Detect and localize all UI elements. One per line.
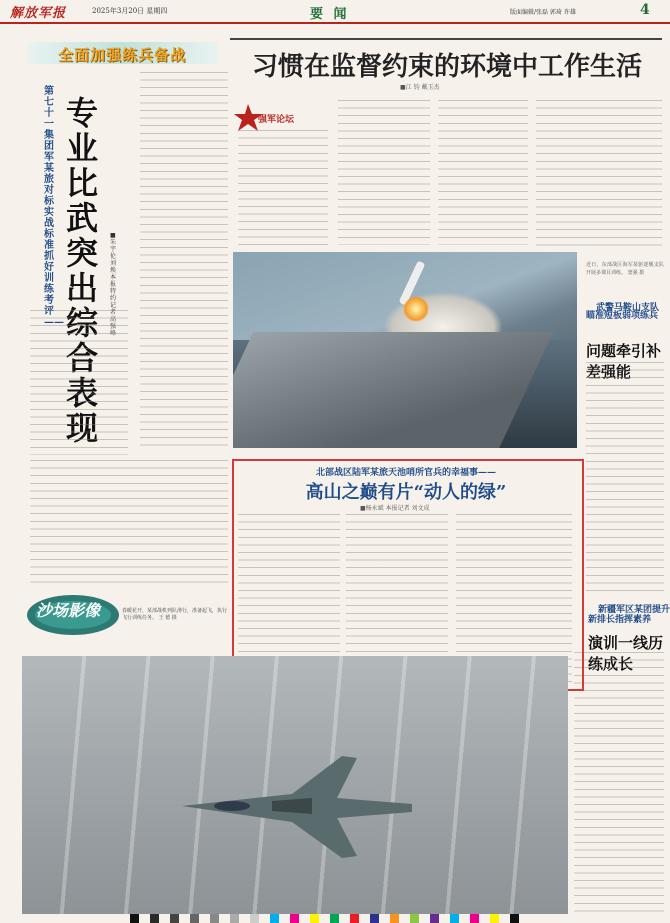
right-story2-headline: 演训一线历练成长 [588, 634, 664, 673]
left-body-text-col1 [140, 72, 228, 452]
color-swatch [350, 914, 359, 923]
color-swatch [410, 914, 419, 923]
right-story2-body [574, 652, 664, 912]
top-story-byline: ■江 钧 戴玉杰 [400, 84, 440, 91]
right-story1-body [586, 362, 664, 592]
fighter-jet-photo [22, 656, 568, 914]
masthead: 解放军报 [10, 6, 67, 21]
print-color-bar [0, 914, 670, 923]
right-story2-subtitle2: 新排长指挥素养 [588, 615, 652, 625]
color-swatch [230, 914, 239, 923]
column-label: 强军论坛 [258, 115, 295, 125]
color-swatch [330, 914, 339, 923]
editors-line: 版面编辑/张磊 郭琦 许雄 [510, 9, 576, 16]
warship-missile-photo [233, 252, 577, 448]
color-swatch [190, 914, 199, 923]
color-swatch [130, 914, 139, 923]
color-swatch [290, 914, 299, 923]
left-subtitle: 第七十一集团军某旅对标实战标准抓好训练考评—— [44, 86, 64, 328]
top-story-headline: 习惯在监督约束的环境中工作生活 [251, 52, 642, 82]
right-story2-subtitle: 新疆军区某团提升 [598, 605, 670, 615]
color-swatch [250, 914, 259, 923]
photo1-caption: 近日，东部战区海军某驱逐舰支队开展多课目训练。 窦强 摄 [586, 262, 664, 276]
right-story1-headline: 问题牵引补差强能 [586, 342, 662, 381]
color-swatch [450, 914, 459, 923]
left-headline: 专业比武突出综合表现 [66, 94, 99, 447]
top-body-col3 [438, 100, 528, 245]
color-swatch [150, 914, 159, 923]
sandfield-caption: 春暖花开，某部战机列队滑行，准备起飞，执行飞行训练任务。 王 德 摄 [122, 608, 228, 621]
color-swatch [170, 914, 179, 923]
color-swatch [270, 914, 279, 923]
color-swatch [510, 914, 519, 923]
color-swatch [210, 914, 219, 923]
color-swatch [430, 914, 439, 923]
section-title: 要 闻 [310, 7, 350, 22]
color-swatch [310, 914, 319, 923]
feature-byline: ■杨永斌 本报记者 刘文成 [360, 505, 430, 512]
left-body-text-col0 [30, 310, 128, 455]
banner-label: 全面加强练兵备战 [58, 46, 187, 64]
left-byline: ■朱宇伦 刘焕 本报特约记者 高强峰 [110, 232, 117, 337]
right-story1-subtitle2: 瞄准短板弱项练兵 [586, 311, 659, 321]
feature-subtitle: 北部战区陆军某旅天池哨所官兵的幸福事—— [315, 468, 496, 478]
top-body-col4 [536, 100, 662, 250]
color-swatch [370, 914, 379, 923]
top-body-col1 [238, 130, 328, 245]
page-number: 4 [640, 2, 650, 18]
right-story1-subtitle: 武警马鞍山支队 [596, 303, 660, 313]
color-swatch [390, 914, 399, 923]
color-swatch [470, 914, 479, 923]
left-body-text-bottom [30, 460, 228, 585]
feature-headline: 高山之巅有片“动人的绿” [305, 482, 507, 503]
sandfield-label: 沙场影像 [36, 601, 101, 620]
date-line: 2025年3月20日 星期四 [92, 7, 168, 15]
top-body-col2 [338, 100, 430, 245]
color-swatch [490, 914, 499, 923]
